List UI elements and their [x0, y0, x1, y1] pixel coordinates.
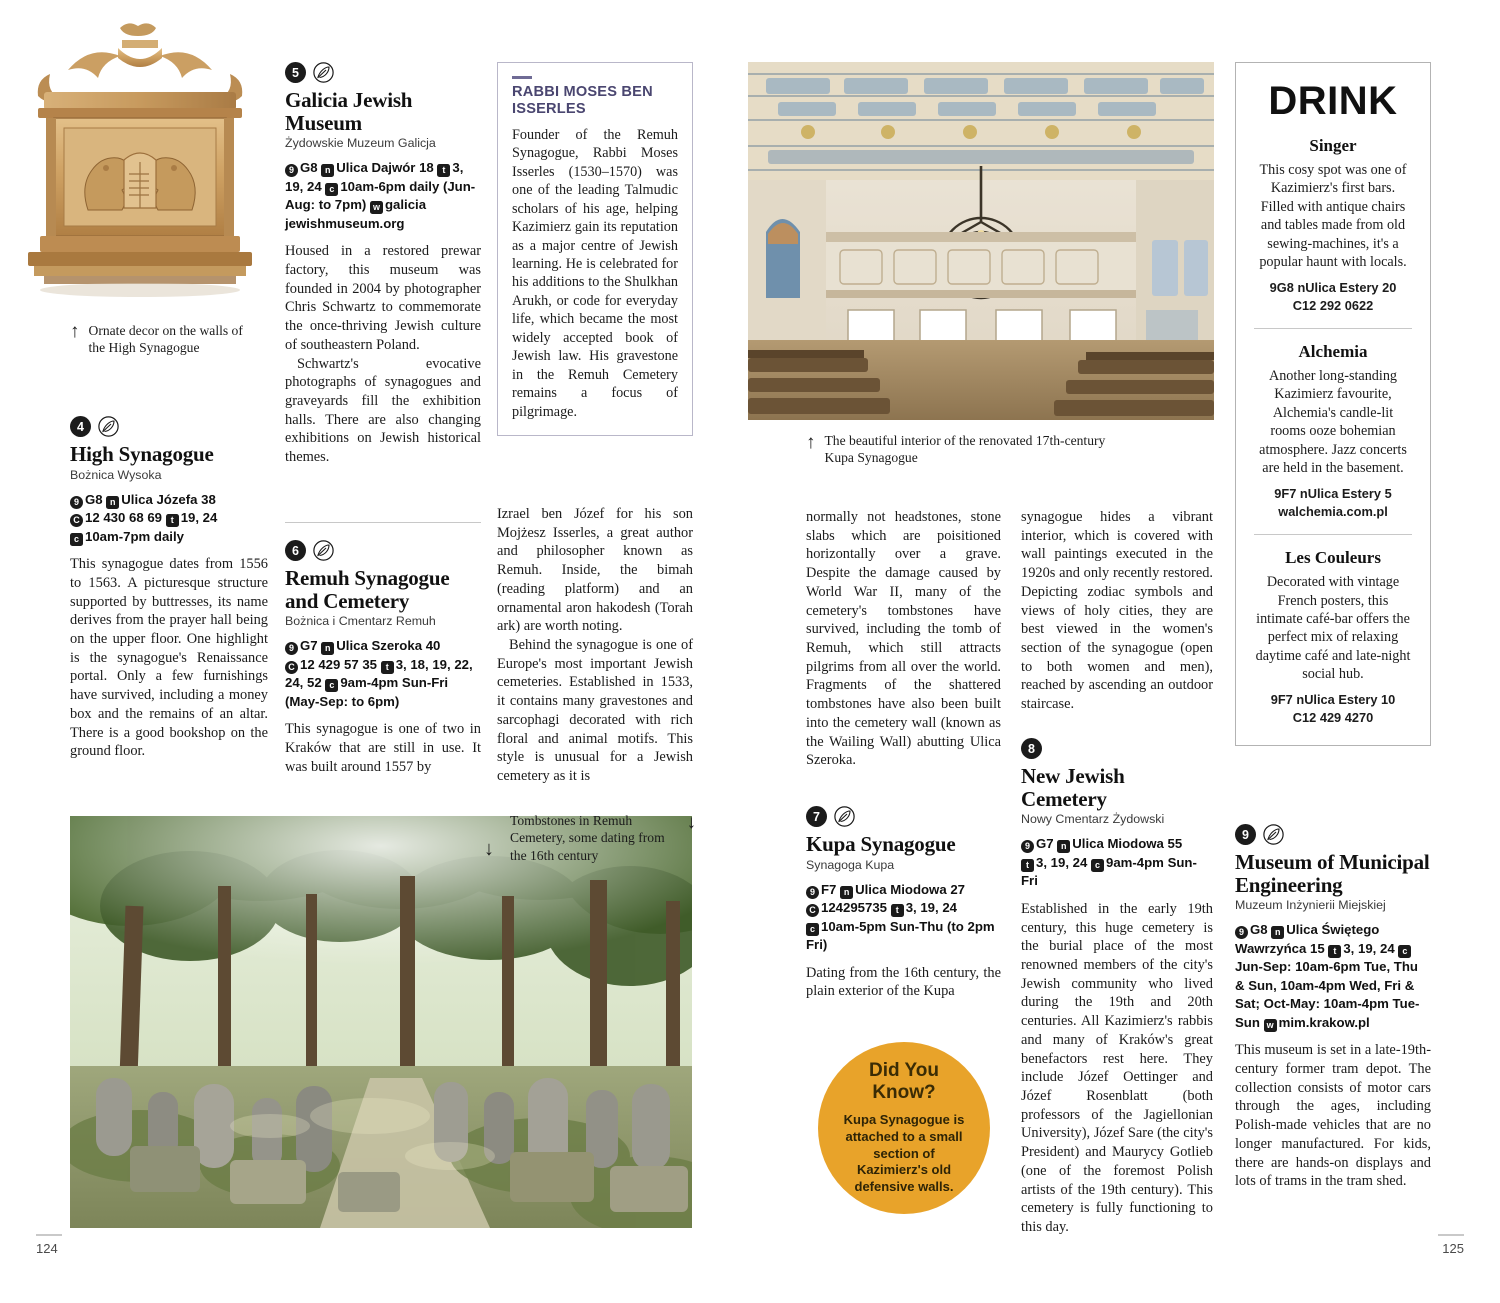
map-pin-icon: 9	[285, 642, 298, 655]
building-icon: n	[1057, 840, 1070, 853]
sidebar-title: RABBI MOSES BEN ISSERLES	[512, 84, 653, 117]
drink-description: Another long-standing Kazimierz favourite, Alchemia's candle-lit rooms ooze bohemian atmosphere. Jazz concerts are held in the basement.	[1259, 368, 1407, 477]
kupa-caption	[806, 432, 1126, 467]
folio-left-number: 124	[36, 1241, 58, 1256]
sight-5-title: Galicia Jewish Museum	[285, 88, 413, 135]
sight-7-info: 9 F7 n Ulica Miodowa 27 C 124295735 t 3, 19, 24 c 10am-5pm Sun-Thu (to 2pm Fri)	[806, 881, 995, 953]
sight-8-subtitle: Nowy Cmentarz Żydowski	[1021, 812, 1165, 827]
clock-icon: c	[1091, 859, 1104, 872]
did-you-know-badge	[818, 1042, 990, 1214]
sight-number-4: 4	[70, 416, 91, 437]
sight-4-body: This synagogue dates from 1556 to 1563. A picturesque structure supported by buttresses, its name derives from the prayer hall being on the upper floor. One highlight is the synagogue's Renaissance portal. Only a few furnishings have survived, including a money box and the remains of an altar. There is a good bookshop on the ground floor.	[70, 556, 268, 760]
leaf-icon	[98, 416, 119, 437]
sight-9-body: This museum is set in a late-19th-century former tram depot. The collection consists of motor cars through the ages, including Polish-made vehicles that are no longer manufactured. For kids, there are hands-on displays and lots of trams in the tram shed.	[1235, 1042, 1431, 1190]
sight-8-header	[1021, 738, 1213, 759]
divider	[1254, 534, 1412, 535]
sight-remuh-synagogue	[285, 540, 481, 776]
sight-7-subtitle: Synagoga Kupa	[806, 857, 895, 872]
tram-icon: t	[166, 514, 179, 527]
web-icon: w	[370, 201, 383, 214]
sight-number-7: 7	[806, 806, 827, 827]
leaf-icon	[313, 540, 334, 561]
sight-5-body: Housed in a restored prewar factory, this museum was founded in 2004 by photographer Chris Schwartz to commemorate the once-thriving Jewish culture of southeastern Poland. Schwartz's evocative photographs of synagogues and graveyards fill the exhibition halls. There are also changing exhibitions on Jewish historical themes.	[285, 243, 481, 466]
drink-item-alchemia	[1254, 342, 1412, 521]
ark-caption	[70, 322, 250, 357]
sight-4-title: High Synagogue	[70, 442, 214, 466]
map-pin-icon: 9	[70, 496, 83, 509]
phone-icon: C	[1292, 297, 1303, 313]
arrow-up-icon: ↑	[806, 432, 816, 453]
did-you-know-body: Kupa Synagogue is attached to a small section of Kazimierz's old defensive walls.	[843, 1111, 965, 1195]
tram-icon: t	[1328, 945, 1341, 958]
building-icon: n	[1296, 691, 1305, 707]
drink-item-singer	[1254, 136, 1412, 315]
map-pin-icon: 9	[1235, 926, 1248, 939]
cemetery-caption-arrow-wrap: ↓	[484, 838, 494, 860]
folio-left	[36, 1234, 62, 1256]
sight-number-9: 9	[1235, 824, 1256, 845]
sight-7-body: Dating from the 16th century, the plain exterior of the Kupa	[806, 964, 1001, 1000]
sight-8-info: 9 G7 n Ulica Miodowa 55 t 3, 19, 24 c 9am-4pm Sun-Fri	[1021, 836, 1197, 889]
clock-icon: c	[325, 679, 338, 692]
drink-name: Singer	[1309, 136, 1357, 155]
clock-icon: c	[325, 183, 338, 196]
arrow-down-icon: ↓	[686, 812, 696, 833]
drink-item-les-couleurs	[1254, 548, 1412, 727]
drink-name: Les Couleurs	[1285, 548, 1381, 568]
sight-number-5: 5	[285, 62, 306, 83]
drink-info: 9F7 nUlica Estery 10 C12 429 4270	[1270, 691, 1396, 725]
building-icon: n	[840, 886, 853, 899]
kupa-synagogue-photo	[748, 62, 1214, 420]
sight-kupa-synagogue	[806, 806, 1001, 1001]
map-pin-icon: 9	[285, 164, 298, 177]
cemetery-continuation-text: normally not headstones, stone slabs which are poisitioned horizontally over a grave. Despite the damage caused by World War II, many of the cemetery's tombstones have survived, including the tomb of Remuh, which still attracts pilgrims from all over the world. Fragments of the shattered tombstones have also been built into the cemetery wall (known as the Wailing Wall) abutting Ulica Szeroka.	[806, 509, 1001, 769]
drink-info: 9F7 nUlica Estery 5 walchemia.com.pl	[1274, 485, 1392, 519]
sight-6-header	[285, 540, 481, 561]
sight-6-subtitle: Bożnica i Cmentarz Remuh	[285, 614, 436, 629]
cemetery-caption	[510, 812, 696, 864]
sight-4-subtitle: Bożnica Wysoka	[70, 467, 162, 482]
building-icon: n	[321, 642, 334, 655]
clock-icon: c	[1398, 945, 1411, 958]
leaf-icon	[834, 806, 855, 827]
drink-description: Decorated with vintage French posters, this intimate café-bar offers the perfect mix of relaxing daytime café and late-night social hub.	[1255, 574, 1411, 683]
ark-caption-text: Ornate decor on the walls of the High Synagogue	[88, 323, 243, 356]
kupa-continuation-text: synagogue hides a vibrant interior, which is covered with wall paintings executed in the 1920s and only recently restored. Depicting zodiac symbols and views of holy cities, they are best viewed in the women's section of the synagogue (open to both women and men), reached by ascending an outdoor staircase.	[1021, 509, 1213, 713]
map-pin-icon: 9	[806, 886, 819, 899]
folio-rule	[1438, 1234, 1464, 1236]
drink-name: Alchemia	[1298, 342, 1368, 362]
phone-icon: C	[285, 661, 298, 674]
sight-high-synagogue	[70, 416, 268, 761]
web-icon: w	[1264, 1019, 1277, 1032]
sight-5-header	[285, 62, 481, 83]
torah-ark-illustration	[10, 18, 272, 318]
building-icon: n	[1297, 279, 1306, 295]
sight-4-header	[70, 416, 268, 437]
cemetery-caption-text: Tombstones in Remuh Cemetery, some dating from the 16th century	[510, 813, 665, 863]
drink-info: 9G8 nUlica Estery 20 C12 292 0622	[1269, 279, 1397, 313]
remuh-cemetery-photo	[70, 816, 692, 1228]
sight-9-title: Museum of Municipal Engineering	[1235, 850, 1430, 897]
did-you-know-title: Did You Know?	[868, 1059, 940, 1103]
map-pin-icon: 9	[1021, 840, 1034, 853]
sight-new-jewish-cemetery	[1021, 738, 1213, 1237]
drink-heading: DRINK	[1268, 79, 1398, 123]
folio-right	[1406, 1234, 1464, 1256]
phone-icon: C	[1292, 709, 1303, 725]
remuh-continuation-text: Izrael ben Józef for his son Mojżesz Isserles, a great author and philosopher known as Remuh. Inside, the bimah (reading platform) and an ornamental aron hakodesh (Torah ark) are worth noting. Behind the synagogue is one of Europe's most important Jewish cemeteries. Established in 1533, it contains many gravestones and sarcophagi decorated with rich floral and animal motifs. This style is unusual for a Jewish cemetery as it is	[497, 506, 693, 785]
sight-galicia-jewish-museum	[285, 62, 481, 467]
building-icon: n	[1299, 485, 1308, 501]
leaf-icon	[1263, 824, 1284, 845]
sight-5-info: 9 G8 n Ulica Dajwór 18 t 3, 19, 24 c 10am-6pm daily (Jun-Aug: to 7pm) w galicia jewishmuseum.org	[285, 160, 476, 231]
divider	[285, 522, 481, 523]
kupa-caption-text: The beautiful interior of the renovated 17th-century Kupa Synagogue	[824, 433, 1106, 466]
sight-7-title: Kupa Synagogue	[806, 832, 956, 856]
sight-9-info: 9 G8 n Ulica Świętego Wawrzyńca 15 t 3, 19, 24 cJun-Sep: 10am-6pm Tue, Thu & Sun, 10am-4pm Wed, Fri & Sat; Oct-May: 10am-4pm Tue-Sun w mim.krakow.pl	[1235, 922, 1420, 1030]
tram-icon: t	[437, 164, 450, 177]
sight-6-info: 9 G7 n Ulica Szeroka 40 C 12 429 57 35 t 3, 18, 19, 22, 24, 52 c 9am-4pm Sun-Fri (May-Sep: to 6pm)	[285, 638, 473, 709]
sight-7-header	[806, 806, 1001, 827]
sight-8-body: Established in the early 19th century, this huge cemetery is the burial place of the most renowned members of the city's Jewish community who lived during the 19th and 20th centuries. All Kazimierz's rabbis and many of Kraków's great benefactors rest here. They include Józef Oettinger and Józef Rosenblatt (both professors of the Jagiellonian University), Józef Sare (the city's President) and Maurycy Gotlieb (one of the foremost Polish artists of the 19th century). This cemetery is fully functioning to this day.	[1021, 900, 1213, 1236]
folio-right-number: 125	[1442, 1241, 1464, 1256]
sight-number-8: 8	[1021, 738, 1042, 759]
sight-number-6: 6	[285, 540, 306, 561]
sight-8-title: New Jewish Cemetery	[1021, 764, 1125, 811]
map-pin-icon: 9	[1270, 691, 1278, 707]
sight-4-info: 9 G8 n Ulica Józefa 38 C 12 430 68 69 t 19, 24 c 10am-7pm daily	[70, 491, 268, 546]
sight-9-header	[1235, 824, 1431, 845]
tram-icon: t	[381, 661, 394, 674]
sight-6-body: This synagogue is one of two in Kraków that are still in use. It was built around 1557 by	[285, 721, 481, 775]
sight-9-subtitle: Muzeum Inżynierii Miejskiej	[1235, 898, 1386, 913]
folio-rule	[36, 1234, 62, 1236]
divider	[1254, 328, 1412, 329]
arrow-up-icon: ↑	[70, 321, 80, 342]
sidebar-accent-bar	[512, 76, 532, 79]
tram-icon: t	[891, 904, 904, 917]
sight-5-subtitle: Żydowskie Muzeum Galicja	[285, 136, 436, 151]
drink-description: This cosy spot was one of Kazimierz's first bars. Filled with antique chairs and tables made from old sewing-machines, it's a popular haunt with locals.	[1259, 162, 1407, 271]
phone-icon: C	[70, 514, 83, 527]
clock-icon: c	[806, 923, 819, 936]
building-icon: n	[1271, 926, 1284, 939]
building-icon: n	[106, 496, 119, 509]
sight-museum-municipal-engineering	[1235, 824, 1431, 1191]
map-pin-icon: 9	[1269, 279, 1277, 295]
sidebar-rabbi-moses	[497, 62, 693, 436]
leaf-icon	[313, 62, 334, 83]
sight-6-title: Remuh Synagogue and Cemetery	[285, 566, 450, 613]
phone-icon: C	[806, 904, 819, 917]
tram-icon: t	[1021, 859, 1034, 872]
map-pin-icon: 9	[1274, 485, 1282, 501]
building-icon: n	[321, 164, 334, 177]
web-icon: w	[1278, 503, 1289, 519]
sidebar-body: Founder of the Remuh Synagogue, Rabbi Moses Isserles (1530–1570) was one of the leading Talmudic scholars of his age, helping Kazimierz gain its reputation as a major centre of Jewish learning. He is celebrated for his additions to the Shulkhan Arukh, or code for everyday life, which became the most widely accepted book of Jewish law. His gravestone in the Remuh Cemetery remains a focus of pilgrimage.	[512, 126, 678, 420]
clock-icon: c	[70, 533, 83, 546]
drink-feature-box	[1235, 62, 1431, 746]
